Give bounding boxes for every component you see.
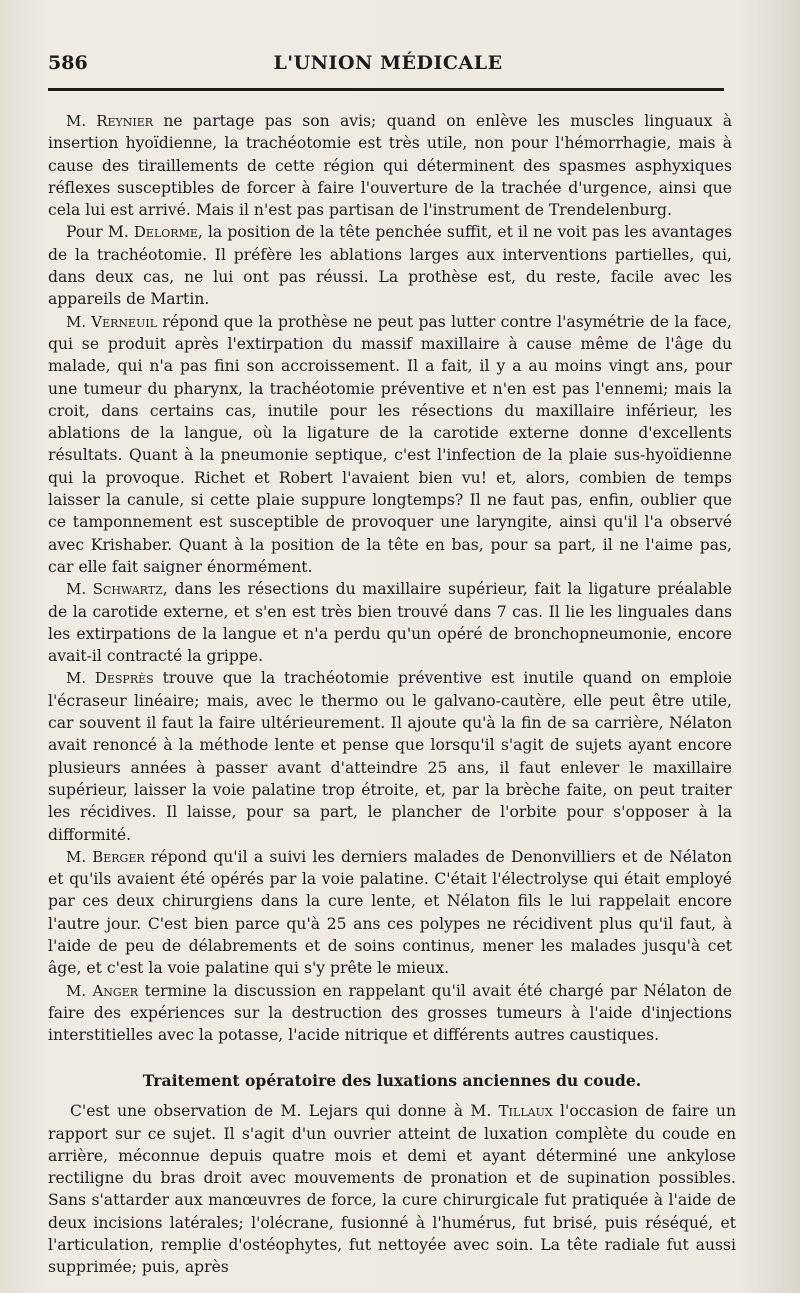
discussion-text bbox=[48, 110, 732, 1046]
section-luxations bbox=[48, 1071, 736, 1279]
paragraph-schwartz bbox=[48, 578, 732, 667]
paragraph-text-before: C'est une observation de M. Lejars qui donne à M. bbox=[70, 1102, 499, 1121]
paragraph-text: répond que la prothèse ne peut pas lutter contre l'asymétrie de la face, qui se produit après l'extirpation du massif maxillaire à cause même de l'âge du malade, qui n'a pas fini son accroissement. Il a fait, il y a au moins vingt ans, pour une tumeur du pharynx, la trachéotomie préventive et n'en est pas l'ennemi; mais la croit, dans certains cas, inutile pour les résections du maxillaire inférieur, les ablations de la langue, où la ligature de la carotide externe donne d'excellents résultats. Quant à la pneumonie septique, c'est l'infection de la plaie sus-hyoïdienne qui la provoque. Richet et Robert l'avaient bien vu! et, alors, combien de temps laisser la canule, si cette plaie suppure longtemps? Il ne faut pas, enfin, oublier que ce tamponnement est susceptible de provoquer une laryngite, ainsi qu'il l'a observé avec Krishaber. Quant à la position de la tête en bas, pour sa part, il ne l'aime pas, car elle fait saigner énormément. bbox=[48, 312, 732, 576]
paragraph-text: , la position de la tête penchée suffit, et il ne voit pas les avantages de la trachéotomie. Il préfère les ablations larges aux interventions partielles, qui, dans deux cas, ne lui ont pas réussi. La prothèse est, du reste, facile avec les appareils de Martin. bbox=[48, 223, 732, 309]
speaker-name: M. Berger bbox=[66, 847, 145, 866]
paragraph-text: trouve que la trachéotomie préventive est inutile quand on emploie l'écraseur linéaire; mais, avec le thermo ou le galvano-cautère, elle peut être utile, car souvent il faut la faire ultérieurement. Il ajoute qu'à la fin de sa carrière, Nélaton avait renoncé à la méthode lente et pense que lorsqu'il s'agit de sujets ayant encore plusieurs années à passer avant d'atteindre 25 ans, il faut enlever le maxillaire supérieur, laisser la voie palatine trop étroite, et, par la brèche faite, on peut traiter les récidives. Il laisse, pour sa part, le plancher de l'orbite pour s'opposer à la difformité. bbox=[48, 669, 732, 844]
speaker-name: Delorme bbox=[133, 223, 198, 242]
speaker-name: M. Desprès bbox=[66, 669, 154, 688]
page-number: 586 bbox=[48, 52, 88, 74]
section-heading: Traitement opératoire des luxations anciennes du coude. bbox=[142, 1071, 642, 1090]
paragraph-delorme bbox=[48, 221, 732, 310]
paragraph-text: termine la discussion en rappelant qu'il avait été chargé par Nélaton de faire des expériences sur la destruction des grosses tumeurs à l'aide d'injections interstitielles avec la potasse, l'acide nitrique et différents autres caustiques. bbox=[48, 981, 732, 1045]
header-rule bbox=[48, 88, 724, 91]
paragraph-reynier bbox=[48, 110, 732, 221]
running-title: L'UNION MÉDICALE bbox=[273, 52, 503, 74]
speaker-prefix: Pour M. bbox=[66, 223, 134, 242]
speaker-name: Tillaux bbox=[498, 1102, 553, 1121]
speaker-name: M. Schwartz bbox=[66, 580, 163, 599]
paragraph-verneuil bbox=[48, 311, 732, 579]
paragraph-text: , dans les résections du maxillaire supérieur, fait la ligature préalable de la carotide externe, et s'en est très bien trouvé dans 7 cas. Il lie les linguales dans les extirpations de la langue et n'a perdu qu'un opéré de bronchopneumonie, encore avait-il contracté la grippe. bbox=[48, 580, 732, 666]
page-header bbox=[48, 52, 728, 82]
paragraph-despres bbox=[48, 667, 732, 845]
speaker-name: M. Verneuil bbox=[66, 312, 158, 331]
speaker-name: M. Anger bbox=[66, 981, 139, 1000]
speaker-name: M. Reynier bbox=[66, 112, 154, 130]
paragraph-tillaux bbox=[48, 1100, 736, 1278]
paragraph-berger bbox=[48, 846, 732, 980]
paragraph-anger bbox=[48, 980, 732, 1047]
paragraph-text: répond qu'il a suivi les derniers malades de Denonvilliers et de Nélaton et qu'ils avaient été opérés par la voie palatine. C'était l'électrolyse qui était employé par ces deux chirurgiens dans la cure lente, et Nélaton fils le lui rappelait encore l'autre jour. C'est bien parce qu'à 25 ans ces polypes ne récidivent plus qu'il faut, à l'aide de peu de délabrements et de soins continus, mener les malades jusqu'à cet âge, et c'est la voie palatine qui s'y prête le mieux. bbox=[48, 847, 732, 978]
paragraph-text-after: l'occasion de faire un rapport sur ce sujet. Il s'agit d'un ouvrier atteint de luxation complète du coude en arrière, méconnue depuis quatre mois et demi et ayant déterminé une ankylose rectiligne du bras droit avec mouvements de pronation et de supination possibles. Sans s'attarder aux manœuvres de force, la cure chirurgicale fut pratiquée à l'aide de deux incisions latérales; l'olécrane, fusionné à l'humérus, fut brisé, puis réséqué, et l'articulation, remplie d'ostéophytes, fut nettoyée avec soin. La tête radiale fut aussi supprimée; puis, après bbox=[48, 1102, 736, 1277]
paragraph-text: ne partage pas son avis; quand on enlève les muscles linguaux à insertion hyoïdienne, la trachéotomie est très utile, non pour l'hémorrhagie, mais à cause des tiraillements de cette région qui déterminent des spasmes asphyxiques réflexes susceptibles de forcer à faire l'ouverture de la trachée d'urgence, ainsi que cela lui est arrivé. Mais il n'est pas partisan de l'instrument de Trendelenburg. bbox=[48, 112, 733, 220]
